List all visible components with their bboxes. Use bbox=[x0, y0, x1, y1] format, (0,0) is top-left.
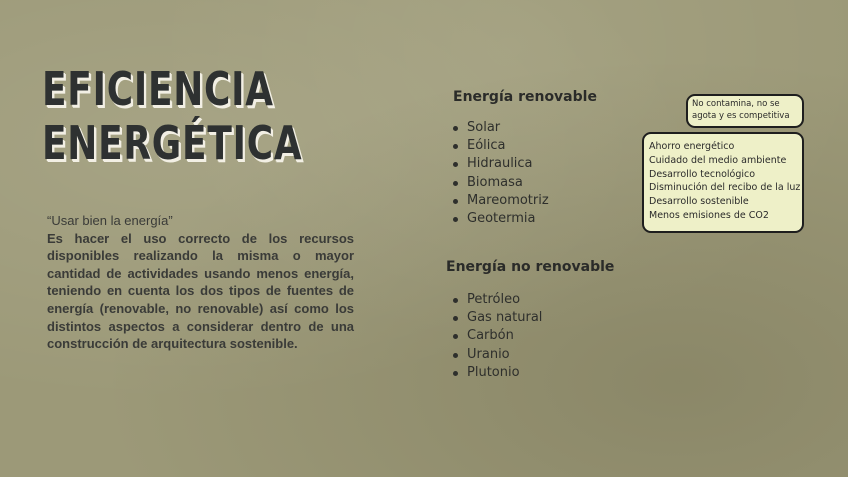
list-item: Uranio bbox=[453, 346, 542, 364]
non-renewable-heading: Energía no renovable bbox=[446, 259, 615, 275]
title-line-1: EFICIENCIA bbox=[42, 62, 274, 116]
renewable-heading: Energía renovable bbox=[453, 89, 597, 105]
list-item: Hidraulica bbox=[453, 155, 549, 173]
list-item: Biomasa bbox=[453, 174, 549, 192]
title-line-2: ENERGÉTICA bbox=[42, 116, 303, 170]
list-item: Geotermia bbox=[453, 210, 549, 228]
page-title bbox=[42, 62, 302, 170]
benefits-callout bbox=[642, 132, 804, 233]
benefit-item: Desarrollo tecnológico bbox=[649, 168, 756, 180]
benefit-item: Cuidado del medio ambiente bbox=[649, 154, 787, 166]
list-item: Petróleo bbox=[453, 291, 542, 309]
renewable-list bbox=[453, 119, 549, 228]
list-item: Plutonio bbox=[453, 364, 542, 382]
renewable-note-callout bbox=[686, 94, 804, 128]
non-renewable-list bbox=[453, 291, 542, 382]
list-item: Carbón bbox=[453, 327, 542, 345]
intro-quote: “Usar bien la energía” bbox=[47, 213, 173, 228]
intro-paragraph bbox=[47, 212, 354, 353]
list-item: Eólica bbox=[453, 137, 549, 155]
benefit-item: Menos emisiones de CO2 bbox=[649, 209, 769, 221]
benefit-item: Desarrollo sostenible bbox=[649, 196, 749, 208]
list-item: Gas natural bbox=[453, 309, 542, 327]
benefit-item: Disminución del recibo de la luz bbox=[649, 182, 801, 194]
list-item: Solar bbox=[453, 119, 549, 137]
renewable-note-text: No contamina, no se agota y es competitiva bbox=[692, 99, 790, 121]
benefit-item: Ahorro energético bbox=[649, 141, 735, 152]
list-item: Mareomotriz bbox=[453, 192, 549, 210]
intro-body: Es hacer el uso correcto de los recursos disponibles realizando la misma o mayor cantidad de actividades usando menos energía, teniendo en cuenta los dos tipos de fuentes de energía (renovable, no renovable) así como los distintos aspectos a considerar dentro de una construcción de arquitectura sostenible. bbox=[47, 230, 354, 352]
